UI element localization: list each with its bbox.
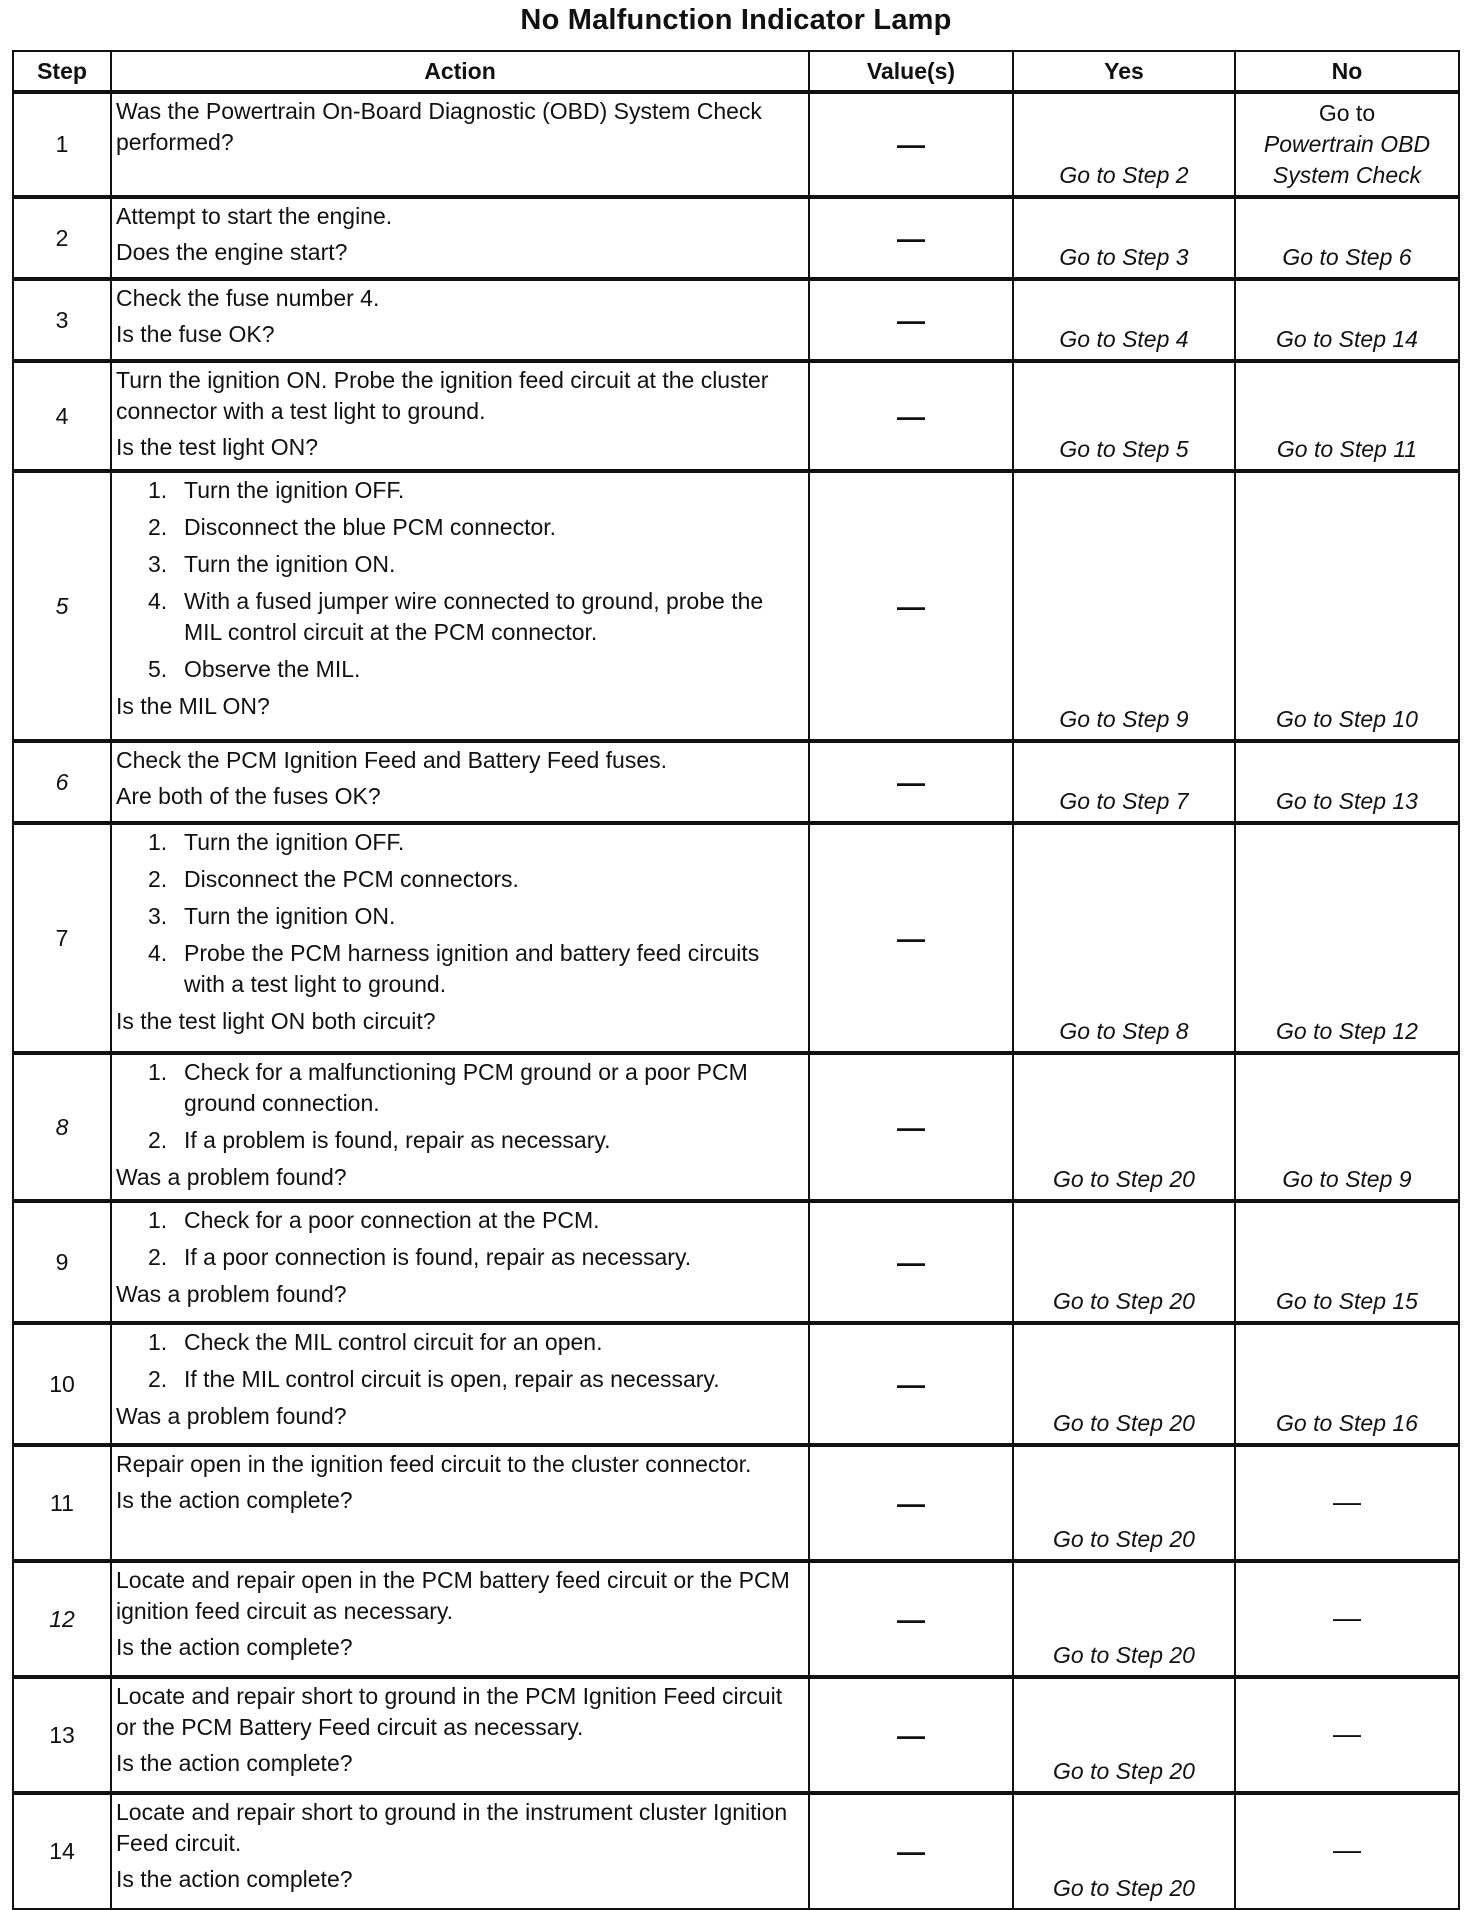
action-question: Was a problem found?	[116, 1403, 347, 1429]
yes-result: Go to Step 5	[1013, 361, 1235, 471]
action-cell	[111, 741, 809, 823]
action-step-item	[116, 827, 804, 858]
action-text: Turn the ignition ON. Probe the ignition feed circuit at the cluster connector with a test light to ground.	[116, 367, 769, 424]
action-text: Was the Powertrain On-Board Diagnostic (OBD) System Check performed?	[116, 98, 762, 155]
item-number: 4.	[148, 940, 168, 966]
action-question: Was a problem found?	[116, 1164, 347, 1190]
action-question: Is the action complete?	[116, 1487, 353, 1513]
value-cell: —	[809, 1561, 1013, 1677]
item-text: Disconnect the PCM connectors.	[184, 866, 519, 892]
item-text: If the MIL control circuit is open, repair as necessary.	[184, 1366, 720, 1392]
step-number: 13	[13, 1677, 111, 1793]
no-result: —	[1235, 1677, 1459, 1793]
table-row	[13, 741, 1459, 823]
action-cell	[111, 1053, 809, 1201]
item-number: 5.	[148, 656, 168, 682]
item-text: Turn the ignition OFF.	[184, 829, 405, 855]
yes-result: Go to Step 20	[1013, 1445, 1235, 1561]
no-result: —	[1235, 1793, 1459, 1909]
action-step-item	[116, 475, 804, 506]
item-text: Turn the ignition ON.	[184, 903, 396, 929]
action-question: Does the engine start?	[116, 239, 348, 265]
table-body	[13, 92, 1459, 1909]
action-cell	[111, 1445, 809, 1561]
action-question: Is the fuse OK?	[116, 321, 275, 347]
item-text: If a poor connection is found, repair as necessary.	[184, 1244, 692, 1270]
page-title: No Malfunction Indicator Lamp	[520, 4, 952, 36]
item-text: Check the MIL control circuit for an open.	[184, 1329, 603, 1355]
action-question: Is the action complete?	[116, 1866, 353, 1892]
no-result-line: Go to	[1318, 100, 1376, 126]
header-step: Step	[13, 51, 111, 92]
value-cell: —	[809, 1053, 1013, 1201]
action-cell	[111, 1201, 809, 1323]
no-result: Go to Step 12	[1235, 823, 1459, 1053]
action-cell	[111, 823, 809, 1053]
table-row	[13, 471, 1459, 741]
yes-result: Go to Step 20	[1013, 1677, 1235, 1793]
action-cell	[111, 197, 809, 279]
action-step-item	[116, 1057, 804, 1119]
action-cell	[111, 361, 809, 471]
action-step-item	[116, 654, 804, 685]
no-result: —	[1235, 1445, 1459, 1561]
action-step-item	[116, 938, 804, 1000]
step-number: 12	[13, 1561, 111, 1677]
action-text: Check the PCM Ignition Feed and Battery Feed fuses.	[116, 747, 668, 773]
no-result: Go to Step 11	[1235, 361, 1459, 471]
header-action: Action	[111, 51, 809, 92]
item-number: 4.	[148, 588, 168, 614]
action-steps-list	[116, 1205, 804, 1273]
step-number: 5	[13, 471, 111, 741]
value-cell: —	[809, 1677, 1013, 1793]
table-row	[13, 823, 1459, 1053]
action-question: Is the action complete?	[116, 1634, 353, 1660]
action-cell	[111, 1561, 809, 1677]
action-step-item	[116, 901, 804, 932]
yes-result: Go to Step 4	[1013, 279, 1235, 361]
item-number: 1.	[148, 1329, 168, 1355]
action-step-item	[116, 864, 804, 895]
no-result: Go to Step 6	[1235, 197, 1459, 279]
step-number: 6	[13, 741, 111, 823]
yes-result: Go to Step 20	[1013, 1053, 1235, 1201]
header-values: Value(s)	[809, 51, 1013, 92]
table-row	[13, 1201, 1459, 1323]
action-question: Is the test light ON both circuit?	[116, 1008, 436, 1034]
no-result-line: System Check	[1272, 162, 1422, 188]
no-result: Go to Step 10	[1235, 471, 1459, 741]
yes-result: Go to Step 7	[1013, 741, 1235, 823]
yes-result: Go to Step 20	[1013, 1323, 1235, 1445]
diagnostic-table	[12, 50, 1460, 1910]
action-question: Are both of the fuses OK?	[116, 783, 381, 809]
header-yes: Yes	[1013, 51, 1235, 92]
action-steps-list	[116, 1057, 804, 1156]
yes-result: Go to Step 3	[1013, 197, 1235, 279]
action-text: Attempt to start the engine.	[116, 203, 393, 229]
table-row	[13, 1561, 1459, 1677]
yes-result: Go to Step 2	[1013, 92, 1235, 197]
item-number: 3.	[148, 551, 168, 577]
value-cell: —	[809, 1323, 1013, 1445]
value-cell: —	[809, 92, 1013, 197]
action-step-item	[116, 1125, 804, 1156]
action-cell	[111, 1323, 809, 1445]
item-text: Check for a malfunctioning PCM ground or a poor PCM ground connection.	[184, 1059, 748, 1116]
yes-result: Go to Step 9	[1013, 471, 1235, 741]
table-row	[13, 1445, 1459, 1561]
no-result: Go to Step 16	[1235, 1323, 1459, 1445]
value-cell: —	[809, 1445, 1013, 1561]
item-number: 1.	[148, 477, 168, 503]
step-number: 4	[13, 361, 111, 471]
action-cell	[111, 92, 809, 197]
action-step-item	[116, 1364, 804, 1395]
item-text: If a problem is found, repair as necessary.	[184, 1127, 611, 1153]
action-steps-list	[116, 1327, 804, 1395]
action-steps-list	[116, 475, 804, 685]
table-row	[13, 1053, 1459, 1201]
step-number: 9	[13, 1201, 111, 1323]
step-number: 7	[13, 823, 111, 1053]
item-text: Observe the MIL.	[184, 656, 361, 682]
action-question: Was a problem found?	[116, 1281, 347, 1307]
value-cell: —	[809, 741, 1013, 823]
item-text: Disconnect the blue PCM connector.	[184, 514, 557, 540]
action-cell	[111, 1677, 809, 1793]
table-row	[13, 92, 1459, 197]
action-cell	[111, 279, 809, 361]
table-row	[13, 1323, 1459, 1445]
no-result: —	[1235, 1561, 1459, 1677]
action-step-item	[116, 549, 804, 580]
item-number: 2.	[148, 1127, 168, 1153]
value-cell: —	[809, 279, 1013, 361]
no-result: Go to Step 9	[1235, 1053, 1459, 1201]
no-result-line: Powertrain OBD	[1263, 131, 1431, 157]
item-text: Turn the ignition OFF.	[184, 477, 405, 503]
action-question: Is the MIL ON?	[116, 693, 270, 719]
yes-result: Go to Step 20	[1013, 1793, 1235, 1909]
action-text: Repair open in the ignition feed circuit to the cluster connector.	[116, 1451, 752, 1477]
item-number: 3.	[148, 903, 168, 929]
item-number: 1.	[148, 829, 168, 855]
step-number: 3	[13, 279, 111, 361]
step-number: 2	[13, 197, 111, 279]
action-text: Locate and repair open in the PCM battery feed circuit or the PCM ignition feed circuit as necessary.	[116, 1567, 790, 1624]
action-steps-list	[116, 827, 804, 1000]
action-step-item	[116, 1242, 804, 1273]
step-number: 8	[13, 1053, 111, 1201]
item-number: 1.	[148, 1207, 168, 1233]
header-no: No	[1235, 51, 1459, 92]
table-header	[13, 51, 1459, 92]
action-step-item	[116, 1205, 804, 1236]
action-cell	[111, 471, 809, 741]
yes-result: Go to Step 20	[1013, 1201, 1235, 1323]
item-number: 2.	[148, 866, 168, 892]
yes-result: Go to Step 8	[1013, 823, 1235, 1053]
value-cell: —	[809, 1793, 1013, 1909]
no-result: Go to Step 13	[1235, 741, 1459, 823]
action-question: Is the test light ON?	[116, 434, 318, 460]
action-cell	[111, 1793, 809, 1909]
value-cell: —	[809, 361, 1013, 471]
item-text: Check for a poor connection at the PCM.	[184, 1207, 600, 1233]
item-number: 2.	[148, 514, 168, 540]
action-text: Locate and repair short to ground in the PCM Ignition Feed circuit or the PCM Battery Feed circuit as necessary.	[116, 1683, 783, 1740]
yes-result: Go to Step 20	[1013, 1561, 1235, 1677]
value-cell: —	[809, 1201, 1013, 1323]
action-step-item	[116, 586, 804, 648]
item-number: 2.	[148, 1244, 168, 1270]
no-result	[1235, 92, 1459, 197]
table-row	[13, 361, 1459, 471]
action-step-item	[116, 512, 804, 543]
value-cell: —	[809, 823, 1013, 1053]
value-cell: —	[809, 197, 1013, 279]
action-step-item	[116, 1327, 804, 1358]
action-question: Is the action complete?	[116, 1750, 353, 1776]
table-row	[13, 197, 1459, 279]
step-number: 1	[13, 92, 111, 197]
no-result: Go to Step 15	[1235, 1201, 1459, 1323]
item-number: 1.	[148, 1059, 168, 1085]
action-text: Locate and repair short to ground in the instrument cluster Ignition Feed circuit.	[116, 1799, 788, 1856]
table-row	[13, 279, 1459, 361]
step-number: 14	[13, 1793, 111, 1909]
action-text: Check the fuse number 4.	[116, 285, 380, 311]
table-row	[13, 1677, 1459, 1793]
item-number: 2.	[148, 1366, 168, 1392]
step-number: 10	[13, 1323, 111, 1445]
item-text: Probe the PCM harness ignition and battery feed circuits with a test light to ground.	[184, 940, 760, 997]
no-result: Go to Step 14	[1235, 279, 1459, 361]
item-text: Turn the ignition ON.	[184, 551, 396, 577]
value-cell: —	[809, 471, 1013, 741]
item-text: With a fused jumper wire connected to ground, probe the MIL control circuit at the PCM connector.	[184, 588, 764, 645]
table-row	[13, 1793, 1459, 1909]
step-number: 11	[13, 1445, 111, 1561]
